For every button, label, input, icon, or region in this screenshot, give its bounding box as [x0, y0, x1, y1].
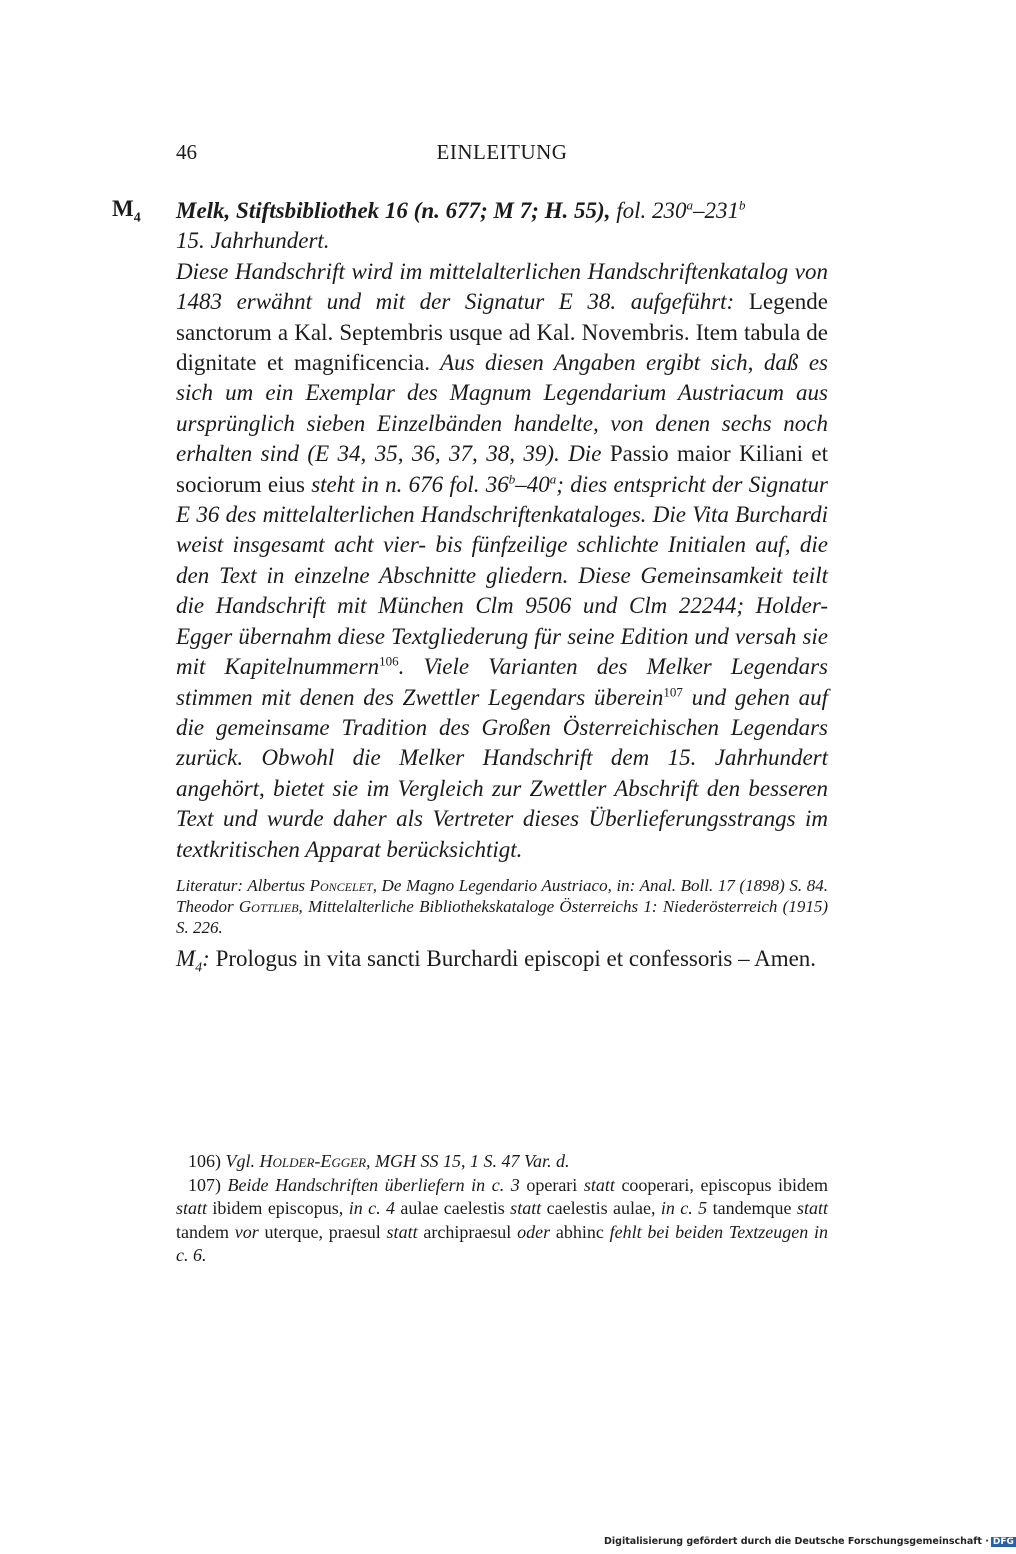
footnote-ref-107[interactable]: 107 [663, 683, 683, 699]
dfg-footer-text: Digitalisierung gefördert durch die Deutsche Forschungsgemeinschaft · [604, 1536, 989, 1547]
dfg-footer [604, 1536, 1016, 1547]
running-title: EINLEITUNG [436, 140, 568, 164]
manuscript-siglum: $M_4$ [112, 196, 141, 226]
footnote-ref-106[interactable]: 106 [379, 653, 399, 669]
century: 15. Jahrhundert. [176, 228, 330, 254]
manuscript-title: Melk, Stiftsbibliothek 16 (n. 677; M 7; H. 55), fol. 230$^a$–231$^b$ [176, 197, 746, 223]
footnote-107: 107) Beide Handschriften überliefern in c. 3 operari statt cooperari, episcopus ibidem statt ibidem episcopus, in c. 4 aulae caelestis statt caelestis aulae, in c. 5 tandemque statt tandem vor uterque, praesul statt archipraesul oder abhinc fehlt bei beiden Textzeugen in c. 6. [176, 1174, 829, 1265]
dfg-logo: DFG [992, 1537, 1014, 1547]
page-number: 46 [176, 140, 197, 164]
manuscript-entry [176, 196, 828, 984]
running-header [176, 140, 828, 170]
prologue-incipit: $M_4$: Prologus in vita sancti Burchardi episcopi et confessoris – Amen. [176, 945, 817, 976]
literature: Literatur: Albertus Poncelet, De Magno Legendario Austriaco, in: Anal. Boll. 17 (1898) S. 84. Theodor Gottlieb, Mittelalterliche Bibliothekskataloge Österreichs 1: Niederösterreich (1915) S. 226. [176, 875, 828, 937]
footnotes [176, 1150, 828, 1268]
manuscript-description: Diese Handschrift wird im mittelalterlichen Handschriftenkatalog von 1483 erwähnt und mit der Signatur E 38. aufgeführt: Legende sanctorum a Kal. Septembris usque ad Kal. Novembris. Item tabula de dignitate et magnificencia. Aus diesen Angaben ergibt sich, daß es sich um ein Exemplar des Magnum Legendarium Austriacum aus ursprünglich sieben Einzelbänden handelte, von denen sechs noch erhalten sind (E 34, 35, 36, 37, 38, 39). Die Passio maior Kiliani et sociorum eius steht in n. 676 fol. 36$^b$–40$^a$; dies entspricht der Signatur E 36 des mittelalterlichen Handschriftenkataloges. Die Vita Burchardi weist insgesamt acht vier- bis fünfzeilige schlichte Initialen auf, die den Text in einzelne Abschnitte gliedern. Diese Gemeinsamkeit teilt die Handschrift mit München Clm 9506 und Clm 22244; Holder-Egger übernahm diese Textgliederung für seine Edition und versah sie mit Kapitelnummern$^{106}$. Viele Varianten des Melker Legendars stimmen mit denen des Zwettler Legendars überein$^{107}$ und gehen auf die gemeinsame Tradition des Großen Österreichischen Legendars zurück. Obwohl die Melker Handschrift dem 15. Jahrhundert angehört, bietet sie im Vergleich zur Zwettler Abschrift den besseren Text und wurde daher als Vertreter dieses Überlieferungsstrangs im textkritischen Apparat berücksichtigt. [176, 258, 829, 862]
footnote-106: 106) Vgl. Holder-Egger, MGH SS 15, 1 S. 47 Var. d. [188, 1151, 570, 1171]
